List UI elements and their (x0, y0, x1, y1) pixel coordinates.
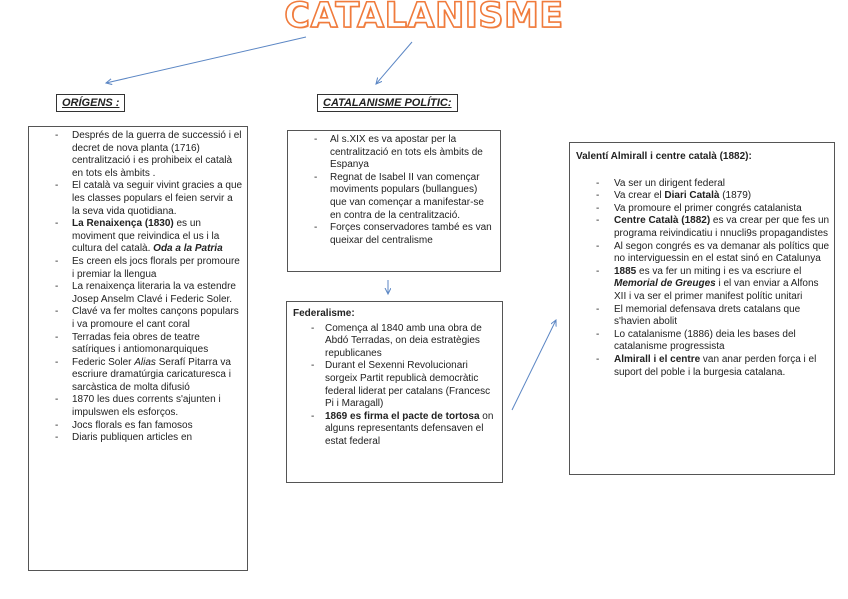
list-item: - Forçes conservadores també es van queixar del centralisme (288, 222, 496, 247)
list-item: - Jocs florals es fan famosos (29, 420, 243, 433)
list-item: - Es creen els jocs florals per promoure i premiar la llengua (29, 256, 243, 281)
list-item: - Comença al 1840 amb una obra de Abdó Terradas, on deia estratègies republicanes (293, 323, 498, 361)
list-item: - Centre Català (1882) es va crear per que fes un programa reivindicatiu i nnucli9s propagandistes (576, 215, 830, 240)
list-item: - Lo catalanisme (1886) deia les bases del catalanisme progressista (576, 329, 830, 354)
list-item: - 1885 es va fer un miting i es va escriure el Memorial de Greuges i el van enviar a Alfons XII i va ser el primer manifest polític unitari (576, 266, 830, 304)
list-item: - Va ser un dirigent federal (576, 178, 830, 191)
list-item: - 1870 les dues corrents s'ajunten i impulswen els esforços. (29, 394, 243, 419)
diagram-title: CATALANISME (284, 0, 564, 36)
almirall-title: Valentí Almirall i centre català (1882): (576, 151, 752, 162)
list-item: - Regnat de Isabel II van començar moviments populars (bullangues) que van començar a manifestar-se en contra de la centralització. (288, 172, 496, 222)
list-item: - 1869 es firma el pacte de tortosa on alguns representants defensaven el estat federal (293, 411, 498, 449)
arrow-federalisme-to-almirall (512, 320, 556, 410)
list-item: - El memorial defensava drets catalans que s'havien abolit (576, 304, 830, 329)
federalisme-box (286, 301, 503, 483)
heading-origens: ORÍGENS : (56, 94, 125, 112)
list-item: - Va promoure el primer congrés catalanista (576, 203, 830, 216)
list-item: - Durant el Sexenni Revolucionari sorgeix Partit republicà democràtic federal liderat per catalans (Francesc Pi i Maragall) (293, 360, 498, 410)
heading-catalanisme-politic: CATALANISME POLÍTIC: (317, 94, 458, 112)
list-item: - Federic Soler Alias Serafí Pitarra va escriure dramatúrgia caricaturesca i sarcàstica de molta difusió (29, 357, 243, 395)
list-item: - Clavé va fer moltes cançons populars i va promoure el cant coral (29, 306, 243, 331)
list-item: - Terradas feia obres de teatre satíriques i antiomonarquiques (29, 332, 243, 357)
list-item: - Al segon congrés es va demanar als polítics que no interviguessin en el estat sinó en Catalunya (576, 241, 830, 266)
list-item: - Després de la guerra de successió i el decret de nova planta (1716) centralització i es prohibeix el català en tots els àmbits . (29, 130, 243, 180)
federalisme-list (293, 323, 498, 449)
origens-box (28, 126, 248, 571)
federalisme-title: Federalisme: (293, 308, 355, 319)
arrow-title-to-politic (376, 42, 412, 84)
politic-list (288, 134, 496, 247)
list-item: - Almirall i el centre van anar perden força i el suport del poble i la burgesia catalana. (576, 354, 830, 379)
list-item: - El català va seguir vivint gracies a que les classes populars el feien servir a la seva vida quotidiana. (29, 180, 243, 218)
almirall-list (576, 178, 830, 380)
list-item: - Diaris publiquen articles en (29, 432, 243, 445)
list-item: - La renaixença literaria la va estendre Josep Anselm Clavé i Federic Soler. (29, 281, 243, 306)
almirall-box (569, 142, 835, 475)
arrow-title-to-origens (106, 37, 306, 83)
catalanisme-politic-box (287, 130, 501, 272)
list-item: - Va crear el Diari Català (1879) (576, 190, 830, 203)
origens-list (29, 130, 243, 445)
list-item: - La Renaixença (1830) es un moviment que reivindica el us i la cultura del català. Oda a la Patria (29, 218, 243, 256)
list-item: - Al s.XIX es va apostar per la centralització en tots els àmbits de Espanya (288, 134, 496, 172)
